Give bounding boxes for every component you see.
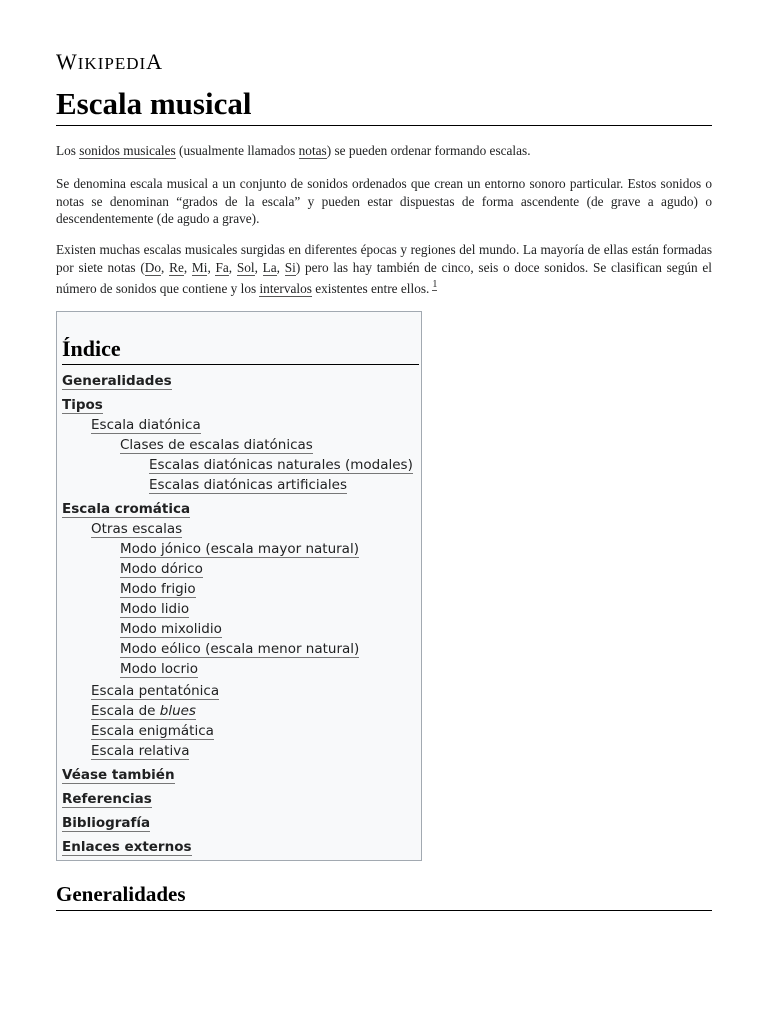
reference-superscript	[432, 279, 437, 290]
toc-entry[interactable]	[120, 561, 203, 578]
inline-link[interactable]: Sol	[236, 259, 255, 275]
toc-entry-label	[91, 521, 182, 538]
section-divider	[56, 910, 712, 911]
inline-link[interactable]: sonidos musicales	[79, 143, 176, 158]
toc-entry-label	[91, 683, 219, 700]
toc-entry-text: Otras escalas	[91, 521, 183, 537]
toc-entry-label	[62, 815, 150, 832]
inline-link[interactable]: Si	[284, 259, 296, 275]
toc-entry-label	[62, 501, 190, 518]
inline-link[interactable]: intervalos	[259, 281, 312, 296]
toc-entry-text: Modo frigio	[120, 581, 196, 597]
toc-entry-text: Generalidades	[62, 373, 172, 389]
toc-entry-label	[62, 373, 172, 390]
toc-entry-label	[120, 661, 198, 678]
inline-link[interactable]: Mi	[191, 259, 208, 275]
toc-entry-text: Modo lidio	[120, 601, 190, 617]
text-run: existentes entre ellos.	[311, 281, 430, 296]
toc-entry-label	[149, 477, 347, 494]
toc-entry[interactable]	[91, 521, 182, 538]
toc-entry-label	[120, 621, 222, 638]
section-heading-generalidades: Generalidades	[56, 882, 186, 906]
inline-link[interactable]: Do	[144, 259, 162, 275]
inline-link[interactable]: La	[262, 259, 277, 275]
page-title: Escala musical	[56, 86, 252, 121]
wordmark-middle: IKIPEDI	[77, 54, 147, 73]
text-run: ) se pueden ordenar formando escalas.	[326, 143, 531, 158]
toc-entry[interactable]	[62, 397, 103, 414]
toc-entry-text: Clases de escalas diatónicas	[120, 437, 313, 453]
toc-entry-text: Escala de	[91, 703, 160, 719]
toc-entry-label	[120, 601, 189, 618]
text-run: Los	[56, 143, 80, 158]
toc-entry[interactable]	[120, 661, 198, 678]
inline-link[interactable]: Fa	[215, 259, 229, 275]
toc-entry-text: Modo mixolidio	[120, 621, 222, 637]
toc-entry[interactable]	[120, 621, 222, 638]
toc-entry-text: Modo dórico	[120, 561, 203, 577]
toc-entry[interactable]	[62, 839, 192, 856]
toc-entry-label	[120, 581, 196, 598]
toc-title-divider	[62, 364, 419, 365]
toc-entry[interactable]	[149, 477, 347, 494]
toc-entry-text: Escala relativa	[91, 743, 190, 759]
toc-entry-label	[120, 437, 313, 454]
toc-entry-text: Escalas diatónicas artificiales	[149, 477, 347, 493]
text-run: ,	[207, 259, 216, 275]
intro-paragraph-1	[56, 142, 712, 160]
toc-entry-label	[62, 767, 175, 784]
text-run: Se denomina escala musical a un conjunto de sonidos ordenados que crean un entorno sonoro particular. Estos sonidos o notas se denominan “grados de la escala” y pueden estar dispuestas de forma ascendente (de grave a agudo) o descendentemente (de agudo a grave).	[56, 176, 712, 226]
toc-entry-text: Modo locrio	[120, 661, 199, 677]
text-run: ,	[276, 259, 285, 275]
toc-entry[interactable]	[91, 683, 219, 700]
toc-entry[interactable]	[91, 703, 196, 720]
intro-paragraph-3	[56, 241, 712, 298]
toc-entry[interactable]	[62, 767, 175, 784]
wikipedia-wordmark[interactable]	[56, 49, 163, 75]
reference-link[interactable]: 1	[432, 279, 438, 290]
toc-entry[interactable]	[91, 723, 214, 740]
toc-entry-text: Escala pentatónica	[91, 683, 220, 699]
toc-entry-italic-text: blues	[159, 703, 196, 719]
toc-entry-text: Modo jónico (escala mayor natural)	[120, 541, 359, 557]
toc-entry[interactable]	[120, 437, 313, 454]
toc-entry[interactable]	[91, 743, 189, 760]
toc-entry-label	[91, 743, 189, 760]
intro-paragraph-2	[56, 175, 712, 228]
toc-entry-text: Véase también	[62, 767, 175, 783]
toc-entry-label	[120, 561, 203, 578]
toc-entry-text: Escala diatónica	[91, 417, 201, 433]
toc-entry[interactable]	[91, 417, 201, 434]
toc-entry-label	[91, 417, 201, 434]
toc-entry-text: Escala cromática	[62, 501, 191, 517]
toc-entry-label	[62, 839, 192, 856]
toc-entry-label	[120, 541, 359, 558]
toc-entry-text: Enlaces externos	[62, 839, 192, 855]
wordmark-final: A	[146, 49, 164, 74]
text-run: ,	[161, 259, 170, 275]
text-run: ) pero las hay también de cinco, seis o doce sonidos. Se clasifican según el número de sonidos que contiene y los	[56, 259, 712, 296]
text-run: (usualmente llamados	[175, 143, 299, 158]
toc-entry[interactable]	[120, 641, 359, 658]
toc-title: Índice	[62, 336, 121, 361]
toc-entry-text: Tipos	[62, 397, 103, 413]
wordmark-initial: W	[56, 49, 78, 74]
title-divider	[56, 125, 712, 126]
inline-link[interactable]: notas	[298, 143, 327, 158]
toc-entry[interactable]	[120, 541, 359, 558]
toc-entry[interactable]	[62, 501, 190, 518]
text-run: ,	[254, 259, 263, 275]
toc-entry-text: Escala enigmática	[91, 723, 214, 739]
toc-entry-label	[91, 723, 214, 740]
toc-entry-text: Modo eólico (escala menor natural)	[120, 641, 360, 657]
toc-entry[interactable]	[62, 815, 150, 832]
toc-entry-label	[120, 641, 359, 658]
toc-entry-text: Escalas diatónicas naturales (modales)	[149, 457, 413, 473]
text-run: Existen muchas escalas musicales surgidas en diferentes épocas y regiones del mundo. La mayoría de ellas están formadas por siete notas (	[56, 242, 712, 275]
toc-entry-text: Bibliografía	[62, 815, 151, 831]
toc-entry[interactable]	[62, 791, 152, 808]
toc-entry-text: Referencias	[62, 791, 152, 807]
table-of-contents	[56, 311, 422, 861]
inline-link[interactable]: Re	[169, 259, 184, 275]
toc-entry[interactable]	[120, 581, 196, 598]
toc-entry-label	[62, 791, 152, 808]
toc-entry-label	[62, 397, 103, 414]
toc-entry-label	[149, 457, 413, 474]
toc-entry[interactable]	[120, 601, 189, 618]
toc-entry-label	[91, 703, 196, 720]
toc-entry[interactable]	[149, 457, 413, 474]
toc-entry[interactable]	[62, 373, 172, 390]
text-run: ,	[183, 259, 192, 275]
text-run: ,	[228, 259, 237, 275]
